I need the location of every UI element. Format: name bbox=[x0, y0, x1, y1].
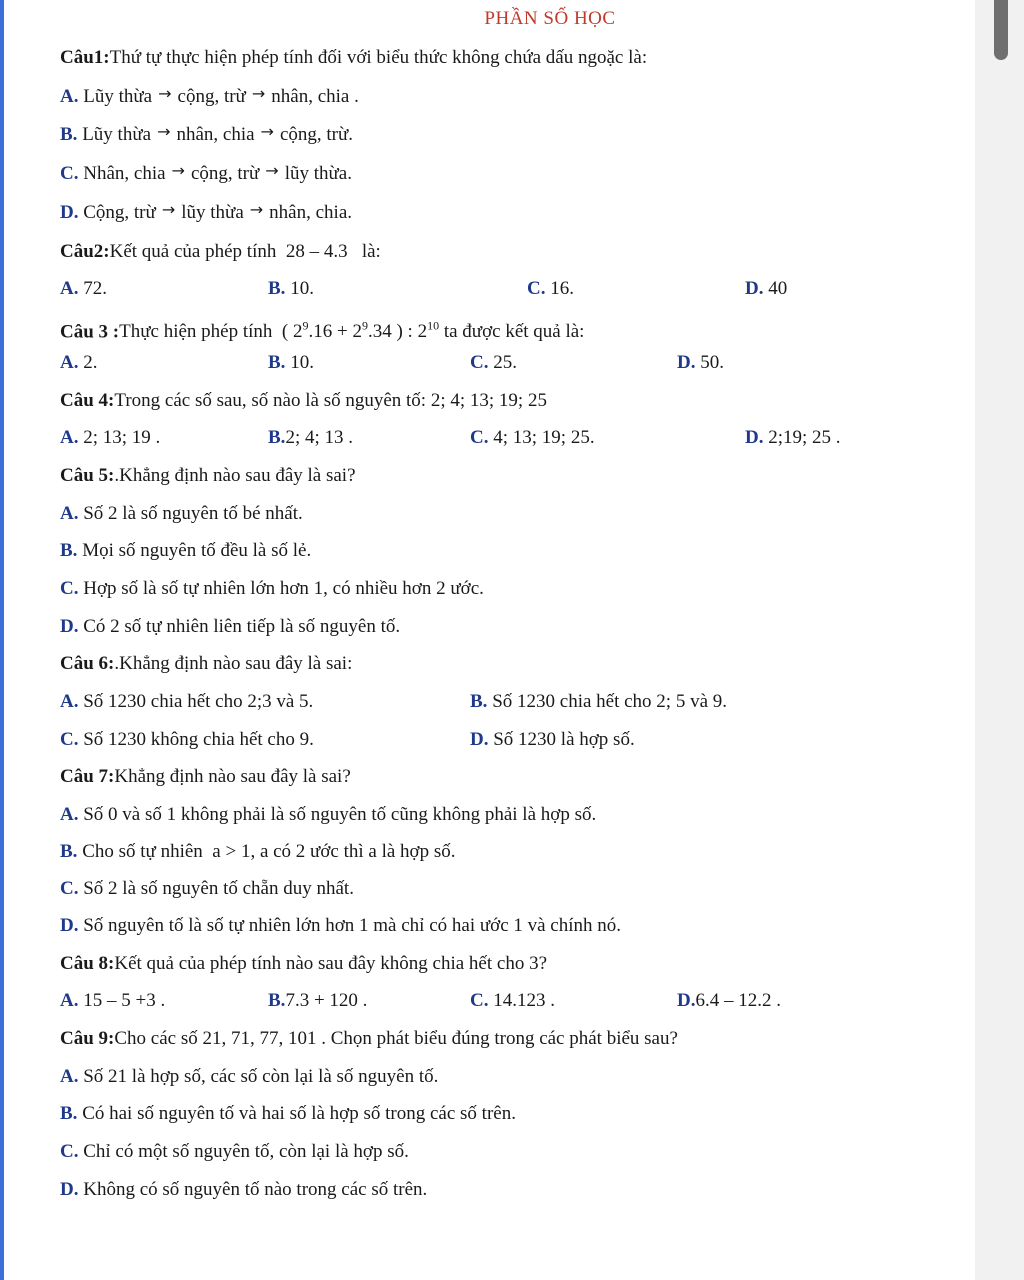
option-label: D. bbox=[60, 1179, 79, 1200]
option-text: nhân, chia bbox=[176, 124, 255, 145]
option-label: D. bbox=[60, 616, 79, 637]
option-label: C. bbox=[60, 878, 79, 899]
q8-option-a bbox=[60, 989, 165, 1013]
option-text: 16. bbox=[550, 278, 574, 299]
q6-option-c bbox=[60, 728, 314, 752]
question-1 bbox=[60, 46, 647, 70]
question-number: Câu2: bbox=[60, 241, 110, 262]
option-label: B. bbox=[470, 691, 488, 712]
option-text: Có hai số nguyên tố và hai số là hợp số trong các số trên. bbox=[82, 1103, 516, 1124]
q7-option-a bbox=[60, 803, 596, 827]
question-number: Câu 7: bbox=[60, 766, 115, 787]
q4-option-d bbox=[745, 426, 841, 450]
q2-option-b bbox=[268, 277, 314, 301]
question-text: .Khẳng định nào sau đây là sai: bbox=[114, 653, 353, 674]
option-label: D. bbox=[677, 990, 696, 1011]
option-text: cộng, trừ. bbox=[279, 124, 354, 145]
question-text bbox=[119, 321, 584, 342]
left-edge-strip bbox=[0, 0, 4, 1280]
exponent: 9 bbox=[361, 319, 368, 333]
option-label: D. bbox=[470, 729, 489, 750]
q6-option-d bbox=[470, 728, 635, 752]
q4-option-b bbox=[268, 426, 353, 450]
q2-option-d bbox=[745, 277, 787, 301]
option-text: 10. bbox=[290, 278, 314, 299]
option-text: 14.123 . bbox=[493, 990, 555, 1011]
question-number: Câu 4: bbox=[60, 390, 115, 411]
expression-part: ta được kết quả là: bbox=[439, 321, 585, 343]
option-label: A. bbox=[60, 278, 79, 299]
option-text: lũy thừa bbox=[181, 202, 244, 223]
option-text: Có 2 số tự nhiên liên tiếp là số nguyên tố. bbox=[83, 616, 401, 637]
exponent: 10 bbox=[427, 319, 440, 333]
question-text: Khẳng định nào sau đây là sai? bbox=[114, 766, 351, 787]
question-number: Câu 8: bbox=[60, 953, 115, 974]
q3-option-d bbox=[677, 351, 724, 375]
q5-option-a bbox=[60, 502, 303, 526]
q3-option-a bbox=[60, 351, 97, 375]
option-label: A. bbox=[60, 503, 79, 524]
option-label: B. bbox=[60, 124, 78, 145]
option-text: Số 1230 không chia hết cho 9. bbox=[83, 729, 314, 750]
option-label: C. bbox=[470, 352, 489, 373]
question-number: Câu1: bbox=[60, 47, 110, 68]
option-label: C. bbox=[60, 578, 79, 599]
option-label: B. bbox=[268, 352, 286, 373]
right-arrow-icon: → bbox=[158, 84, 172, 103]
q1-option-d bbox=[60, 201, 352, 225]
option-label: B. bbox=[60, 841, 78, 862]
option-label: D. bbox=[60, 202, 79, 223]
expression-part: .16 + 2 bbox=[308, 321, 362, 343]
option-text: 2;19; 25 . bbox=[768, 427, 841, 448]
question-5 bbox=[60, 464, 356, 488]
option-label: B. bbox=[268, 427, 286, 448]
option-label: A. bbox=[60, 990, 79, 1011]
option-text: 2; 4; 13 . bbox=[285, 427, 353, 448]
option-text: 25. bbox=[493, 352, 517, 373]
q3-option-b bbox=[268, 351, 314, 375]
option-text: Mọi số nguyên tố đều là số lẻ. bbox=[82, 540, 312, 561]
option-label: A. bbox=[60, 691, 79, 712]
q5-option-d bbox=[60, 615, 400, 639]
option-text: nhân, chia . bbox=[271, 86, 359, 107]
scrollbar-track[interactable] bbox=[975, 0, 1024, 1280]
q1-option-a bbox=[60, 85, 359, 109]
q8-option-b bbox=[268, 989, 367, 1013]
option-text: 2. bbox=[83, 352, 98, 373]
q5-option-c bbox=[60, 577, 484, 601]
option-text: Lũy thừa bbox=[83, 86, 153, 107]
question-number: Câu 5: bbox=[60, 465, 115, 486]
option-text: cộng, trừ bbox=[177, 86, 246, 107]
q8-option-c bbox=[470, 989, 555, 1013]
question-8 bbox=[60, 952, 547, 976]
right-arrow-icon: → bbox=[251, 84, 266, 103]
q1-option-c bbox=[60, 162, 352, 186]
option-label: A. bbox=[60, 1066, 79, 1087]
option-text: Nhân, chia bbox=[83, 163, 166, 184]
q4-option-c bbox=[470, 426, 595, 450]
option-label: C. bbox=[60, 163, 79, 184]
option-text: cộng, trừ bbox=[190, 163, 260, 184]
option-text: Số 1230 là hợp số. bbox=[493, 729, 635, 750]
q3-option-c bbox=[470, 351, 517, 375]
option-label: B. bbox=[60, 540, 78, 561]
expression-part: .34 ) : 2 bbox=[367, 321, 428, 343]
option-text: Không có số nguyên tố nào trong các số trên. bbox=[83, 1179, 428, 1200]
option-label: B. bbox=[60, 1103, 78, 1124]
option-label: A. bbox=[60, 804, 79, 825]
q8-option-d bbox=[677, 989, 781, 1013]
option-text: Số 1230 chia hết cho 2;3 và 5. bbox=[83, 691, 314, 712]
question-7 bbox=[60, 765, 351, 789]
option-label: C. bbox=[470, 990, 489, 1011]
option-label: C. bbox=[470, 427, 489, 448]
expression-part: Thực hiện phép tính ( 2 bbox=[119, 321, 303, 343]
option-text: Số nguyên tố là số tự nhiên lớn hơn 1 mà chỉ có hai ước 1 và chính nó. bbox=[83, 915, 622, 936]
option-label: C. bbox=[60, 1141, 79, 1162]
option-label: A. bbox=[60, 352, 79, 373]
option-label: C. bbox=[60, 729, 79, 750]
option-label: D. bbox=[745, 278, 764, 299]
q9-option-c bbox=[60, 1140, 409, 1164]
question-number: Câu 6: bbox=[60, 653, 115, 674]
question-text: Thứ tự thực hiện phép tính đối với biểu thức không chứa dấu ngoặc là: bbox=[109, 47, 648, 68]
option-label: A. bbox=[60, 86, 79, 107]
right-arrow-icon: → bbox=[260, 122, 274, 141]
q6-option-a bbox=[60, 690, 313, 714]
option-text: 2; 13; 19 . bbox=[83, 427, 161, 448]
q9-option-b bbox=[60, 1102, 516, 1126]
option-text: nhân, chia. bbox=[269, 202, 352, 223]
option-text: Số 21 là hợp số, các số còn lại là số nguyên tố. bbox=[83, 1066, 439, 1087]
option-text: Chỉ có một số nguyên tố, còn lại là hợp số. bbox=[83, 1141, 409, 1162]
question-6 bbox=[60, 652, 352, 676]
option-text: 10. bbox=[290, 352, 314, 373]
right-arrow-icon: → bbox=[171, 161, 185, 180]
option-text: Số 1230 chia hết cho 2; 5 và 9. bbox=[492, 691, 728, 712]
q7-option-d bbox=[60, 914, 621, 938]
question-text: Cho các số 21, 71, 77, 101 . Chọn phát biểu đúng trong các phát biểu sau? bbox=[114, 1028, 678, 1049]
option-text: Cho số tự nhiên a > 1, a có 2 ước thì a là hợp số. bbox=[82, 841, 456, 862]
question-9 bbox=[60, 1027, 678, 1051]
question-text: Kết quả của phép tính 28 – 4.3 là: bbox=[109, 241, 381, 262]
right-arrow-icon: → bbox=[157, 122, 171, 141]
option-text: 72. bbox=[83, 278, 107, 299]
option-text: 50. bbox=[700, 352, 724, 373]
question-number: Câu 3 : bbox=[60, 321, 120, 343]
option-label: C. bbox=[527, 278, 546, 299]
option-label: D. bbox=[677, 352, 696, 373]
option-text: 6.4 – 12.2 . bbox=[695, 990, 781, 1011]
option-text: Số 2 là số nguyên tố bé nhất. bbox=[83, 503, 303, 524]
option-text: Số 2 là số nguyên tố chẵn duy nhất. bbox=[83, 878, 354, 899]
option-text: 40 bbox=[768, 278, 788, 299]
q9-option-a bbox=[60, 1065, 438, 1089]
option-text: Số 0 và số 1 không phải là số nguyên tố cũng không phải là hợp số. bbox=[83, 804, 597, 825]
question-2 bbox=[60, 240, 381, 264]
question-text: Trong các số sau, số nào là số nguyên tố: 2; 4; 13; 19; 25 bbox=[114, 390, 547, 411]
right-arrow-icon: → bbox=[161, 200, 176, 219]
option-label: B. bbox=[268, 278, 286, 299]
q4-option-a bbox=[60, 426, 160, 450]
question-4 bbox=[60, 389, 547, 413]
option-label: D. bbox=[745, 427, 764, 448]
q6-option-b bbox=[470, 690, 727, 714]
exponent: 9 bbox=[302, 319, 309, 333]
question-text: .Khẳng định nào sau đây là sai? bbox=[114, 465, 356, 486]
option-text: Cộng, trừ bbox=[83, 202, 156, 223]
q1-option-b bbox=[60, 123, 353, 147]
q9-option-d bbox=[60, 1178, 427, 1202]
question-3 bbox=[60, 314, 584, 344]
option-text: Lũy thừa bbox=[82, 124, 152, 145]
q2-option-a bbox=[60, 277, 107, 301]
option-text: 15 – 5 +3 . bbox=[83, 990, 166, 1011]
page-title: PHẦN SỐ HỌC bbox=[484, 8, 616, 29]
option-text: Hợp số là số tự nhiên lớn hơn 1, có nhiều hơn 2 ước. bbox=[83, 578, 484, 599]
q7-option-c bbox=[60, 877, 354, 901]
option-text: lũy thừa. bbox=[284, 163, 352, 184]
option-label: A. bbox=[60, 427, 79, 448]
right-arrow-icon: → bbox=[265, 161, 279, 180]
right-arrow-icon: → bbox=[249, 200, 264, 219]
option-label: D. bbox=[60, 915, 79, 936]
q7-option-b bbox=[60, 840, 455, 864]
q5-option-b bbox=[60, 539, 311, 563]
option-text: 7.3 + 120 . bbox=[285, 990, 368, 1011]
option-label: B. bbox=[268, 990, 286, 1011]
question-number: Câu 9: bbox=[60, 1028, 115, 1049]
question-text: Kết quả của phép tính nào sau đây không chia hết cho 3? bbox=[114, 953, 548, 974]
q2-option-c bbox=[527, 277, 574, 301]
option-text: 4; 13; 19; 25. bbox=[493, 427, 595, 448]
